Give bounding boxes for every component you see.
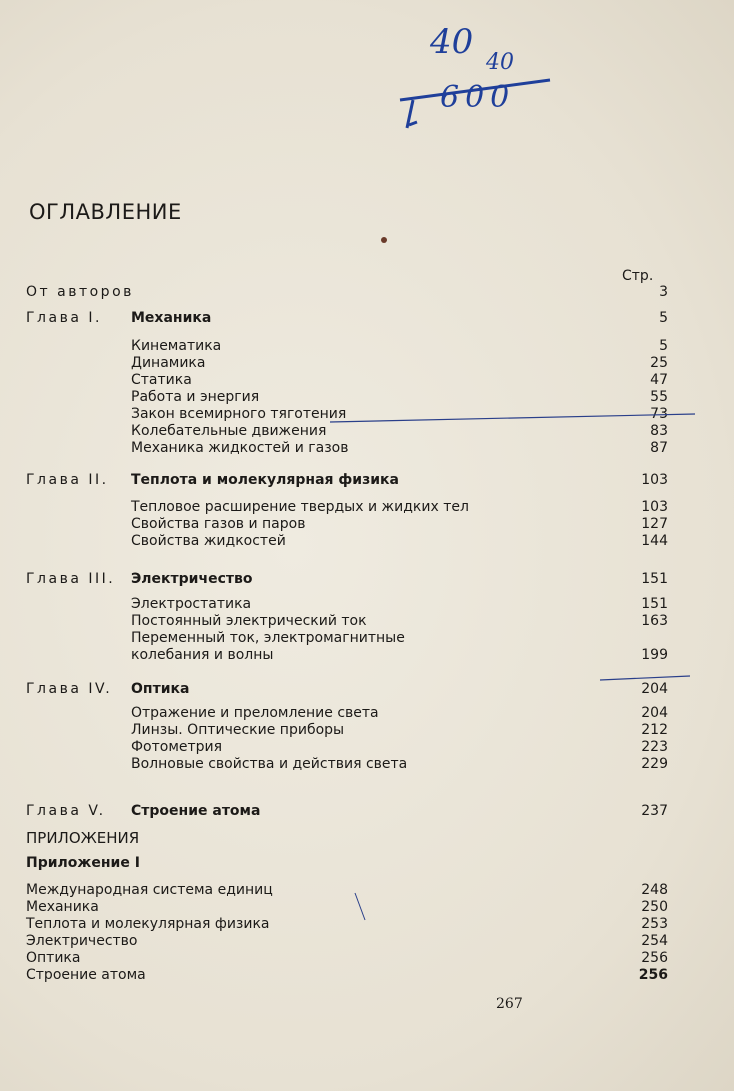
page-title: ОГЛАВЛЕНИЕ — [29, 200, 182, 224]
entry-page: 256 — [638, 967, 668, 983]
entry-label: Механика — [131, 310, 212, 326]
entry-label: Международная система единиц — [26, 882, 273, 898]
entry-label: Статика — [131, 372, 192, 388]
chapter-label: Глава V. — [26, 803, 106, 819]
entry-label: Строение атома — [131, 803, 261, 819]
handwritten-line2: 40 — [486, 50, 514, 75]
entry-page: 5 — [659, 310, 668, 326]
entry-label: Теплота и молекулярная физика — [26, 916, 270, 932]
entry-label: Работа и энергия — [131, 389, 260, 405]
entry-page: 144 — [641, 533, 668, 549]
entry-label: Кинематика — [131, 338, 222, 354]
chapter-label: Глава III. — [26, 571, 116, 587]
entry-label: Отражение и преломление света — [131, 705, 379, 721]
entry-label: От авторов — [26, 284, 134, 300]
entry-page: 250 — [641, 899, 668, 915]
entry-label: Строение атома — [26, 967, 146, 983]
entry-page: 237 — [641, 803, 668, 819]
entry-label: Линзы. Оптические приборы — [131, 722, 345, 738]
handwritten-line1: 40 — [430, 22, 474, 62]
chapter-label: Глава II. — [26, 472, 109, 488]
entry-label: Свойства газов и паров — [131, 516, 306, 532]
entry-page: 103 — [641, 499, 668, 515]
entry-page: 248 — [641, 882, 668, 898]
entry-page: 204 — [641, 705, 668, 721]
entry-page: 3 — [659, 284, 668, 300]
entry-page: 199 — [641, 647, 668, 663]
entry-label: Волновые свойства и действия света — [131, 756, 408, 772]
entry-label: Переменный ток, электромагнитные — [131, 630, 405, 646]
entry-label: Колебательные движения — [131, 423, 327, 439]
chapter-label: Глава IV. — [26, 681, 113, 697]
appendix-subheading: Приложение I — [26, 855, 140, 871]
entry-label: Постоянный электрический ток — [131, 613, 367, 629]
entry-page: 212 — [641, 722, 668, 738]
entry-page: 127 — [641, 516, 668, 532]
entry-label: Закон всемирного тяготения — [131, 406, 347, 422]
entry-label: Динамика — [131, 355, 206, 371]
entry-page: 163 — [641, 613, 668, 629]
entry-label: Механика жидкостей и газов — [131, 440, 349, 456]
entry-page: 5 — [659, 338, 668, 354]
handwritten-line3: 600 — [440, 80, 516, 115]
entry-page: 73 — [650, 406, 668, 422]
entry-label: Электростатика — [131, 596, 252, 612]
entry-page: 254 — [641, 933, 668, 949]
entry-page: 47 — [650, 372, 668, 388]
entry-label: Теплота и молекулярная физика — [131, 472, 399, 488]
entry-page: 256 — [641, 950, 668, 966]
page-number: 267 — [496, 996, 523, 1012]
appendices-heading: ПРИЛОЖЕНИЯ — [26, 829, 140, 847]
entry-label: колебания и волны — [131, 647, 274, 663]
entry-page: 87 — [650, 440, 668, 456]
entry-page: 151 — [641, 571, 668, 587]
entry-page: 253 — [641, 916, 668, 932]
entry-page: 103 — [641, 472, 668, 488]
entry-page: 204 — [641, 681, 668, 697]
entry-label: Оптика — [131, 681, 190, 697]
chapter-label: Глава I. — [26, 310, 102, 326]
entry-page: 229 — [641, 756, 668, 772]
page-column-header: Стр. — [622, 268, 654, 284]
entry-label: Фотометрия — [131, 739, 223, 755]
entry-label: Механика — [26, 899, 99, 915]
entry-page: 223 — [641, 739, 668, 755]
entry-label: Тепловое расширение твердых и жидких тел — [131, 499, 469, 515]
entry-page: 151 — [641, 596, 668, 612]
entry-page: 25 — [650, 355, 668, 371]
entry-page: 55 — [650, 389, 668, 405]
entry-label: Оптика — [26, 950, 81, 966]
entry-label: Свойства жидкостей — [131, 533, 286, 549]
entry-page: 83 — [650, 423, 668, 439]
entry-label: Электричество — [26, 933, 138, 949]
entry-label: Электричество — [131, 571, 253, 587]
